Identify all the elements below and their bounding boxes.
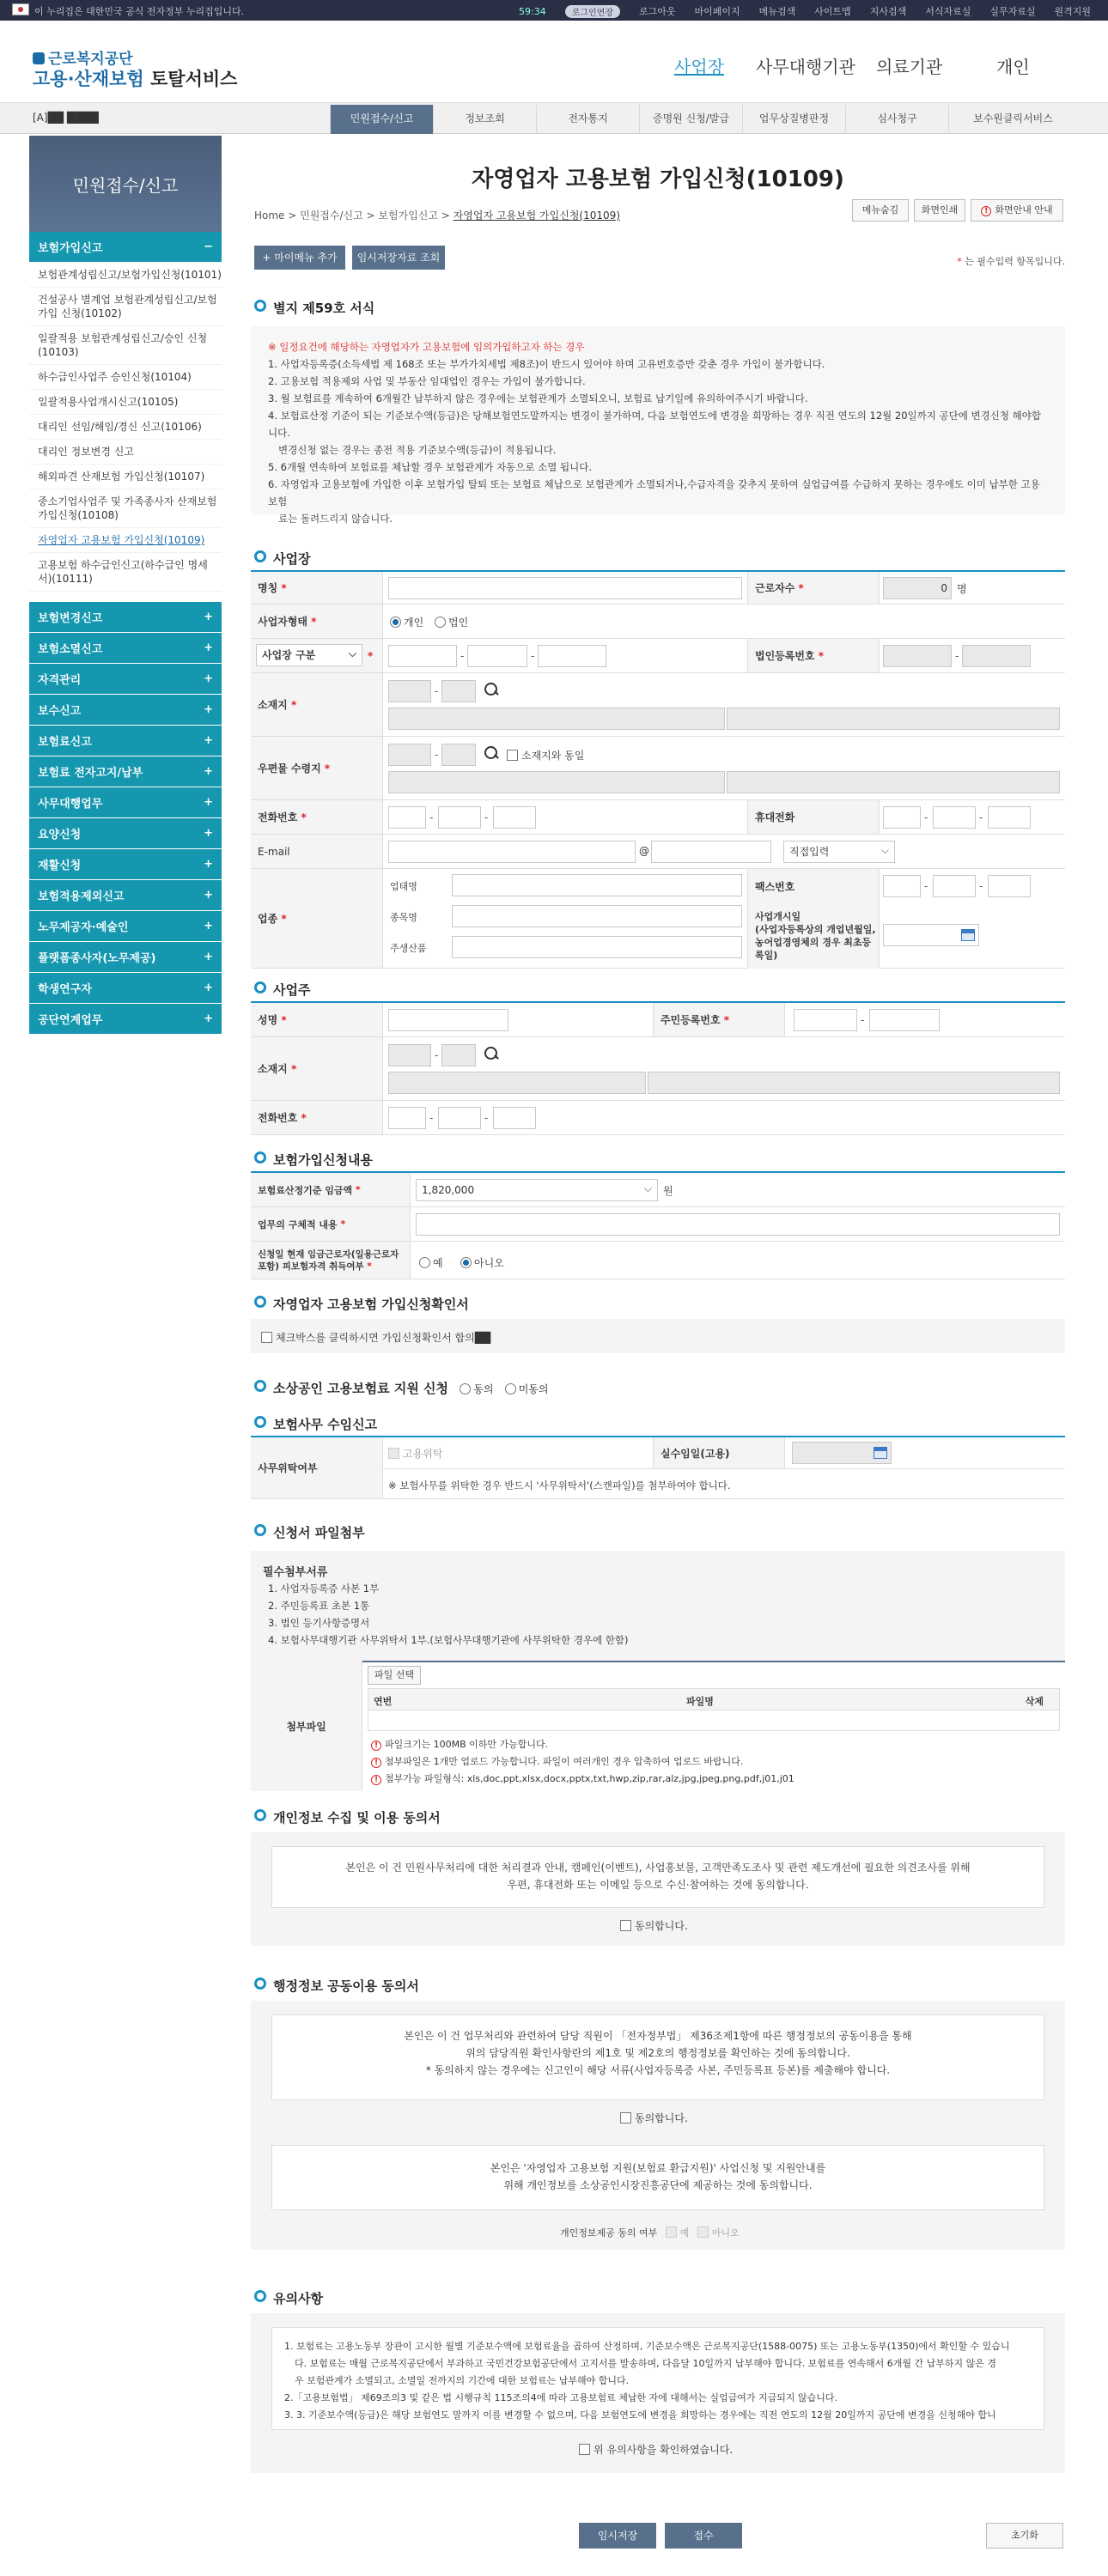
tab-certificate[interactable]: 증명원 신청/발급 [639, 105, 742, 134]
mail-addr-1[interactable] [388, 771, 725, 793]
workers-unit: 명 [957, 583, 967, 595]
branch-search-link[interactable]: 지사검색 [869, 6, 907, 17]
checkbox [261, 1332, 272, 1343]
small-disagree[interactable]: 미동의 [505, 1383, 549, 1395]
tab-oneclick[interactable]: 보수원클릭서비스 [948, 105, 1077, 134]
insurance-form [251, 1171, 1065, 1274]
fax-3[interactable] [988, 875, 1031, 897]
workers-label: 근로자수 * [747, 572, 880, 604]
sidebar-item[interactable]: 중소기업사업주 및 가족종사자 산재보험가입신청(10108) [29, 489, 222, 528]
zip-1[interactable] [388, 680, 431, 702]
bizno-2[interactable] [467, 645, 527, 667]
owner-tel-2[interactable] [438, 1107, 481, 1129]
remote-support-link[interactable]: 원격지원 [1054, 6, 1091, 17]
industry-row-label: 주생산품 [390, 943, 427, 954]
session-timer: 59:34 [518, 5, 546, 17]
rrn-2[interactable] [869, 1009, 940, 1031]
owner-name-label: 성명 * [251, 1003, 383, 1036]
col-delete: 삭제 [1025, 1696, 1044, 1707]
sidebar-group[interactable]: 자격관리 + [29, 664, 222, 695]
biz-kind-select[interactable]: 사업장 구분 ⌵ [256, 644, 362, 666]
caution-confirm-check[interactable]: 위 유의사항을 확인하였습니다. [579, 2442, 733, 2457]
page-title: 자영업자 고용보험 가입신청(10109) [472, 167, 844, 192]
minus-icon: − [204, 240, 213, 253]
org-name: 근로복지공단 [48, 51, 133, 68]
required-docs-title: 필수첨부서류 [263, 1566, 328, 1579]
files-box [251, 1551, 1065, 1791]
sidebar-group[interactable]: 요양신청 + [29, 818, 222, 849]
gnb-personal[interactable]: 개인 [996, 57, 1030, 77]
owner-tel-label: 전화번호 * [251, 1101, 383, 1134]
open-date-input[interactable] [883, 924, 979, 946]
sidebar-group[interactable]: 노무제공자·예술인 + [29, 911, 222, 942]
plus-icon: + [204, 672, 213, 685]
bizno-3[interactable] [538, 645, 606, 667]
section-form59-title: 별지 제59호 서식 [254, 299, 374, 317]
zip-2[interactable] [441, 680, 476, 702]
sidebar-item[interactable]: 건설공사 별계업 보험관계성립신고/보험가입 신청(10102) [29, 288, 222, 326]
tel-3[interactable] [493, 806, 536, 829]
breadcrumb-home[interactable]: Home [254, 210, 285, 222]
agent-label: 사무위탁여부 [251, 1437, 383, 1498]
temp-save-button[interactable]: 임시저장 [579, 2523, 656, 2549]
biz-type-label: 사업자형태 * [251, 605, 383, 638]
industry-type-input[interactable] [452, 874, 742, 896]
sidebar-item[interactable]: 보험관계성립신고/보험가입신청(10101) [29, 263, 222, 288]
confirm-check[interactable]: 체크박스를 클릭하시면 가입신청확인서 합의██ [261, 1330, 490, 1345]
sidebar-item[interactable]: 일괄적용사업개시신고(10105) [29, 390, 222, 415]
plus-icon: + [204, 920, 213, 933]
confirm-box [251, 1319, 1065, 1353]
agent-check[interactable]: 고용위탁 [388, 1446, 442, 1461]
site-header [0, 21, 1108, 103]
sidebar-group-open[interactable]: 보험가입신고 − [29, 232, 222, 263]
biz-name-input[interactable] [388, 577, 742, 599]
alert-icon: ! [371, 1758, 381, 1768]
checkbox [579, 2444, 590, 2455]
section-caution-title: 유의사항 [254, 2289, 323, 2307]
owner-rrn-label: 주민등록번호 * [653, 1003, 785, 1036]
form59-notice: ※ 일정요건에 해당하는 자영업자가 고용보험에 임의가입하고자 하는 경우 1. 사업자등록증(소득세법 제 168조 또는 부가가치세법 제8조)이 반드시 있어야 하며 고유번호증만 갖춘 경우 가입이 불가합니다. 2. 고용보험 적용제외 사업 및 부동산 임대업인 경우는 가입이 불가합니다. 3. 월 보험료를 계속하여 6개월간 납부하지 않은 경우에는 보험관계가 소멸되오니, 보험료 납기일에 유의하여주시기 바랍니다. 4. 보험료산정 기준이 되는 기준보수액(등급)은 당해보험연도말까지는 변경이 불가하며, 다음 보험연도에 변경을 희망하는 경우 직전 연도의 12월 20일까지 공단에 변경신청 해야합니다. 변경신청 없는 경우는 종전 적용 기준보수액(등급)이 적용됩니다. 5. 6개월 연속하여 보험료를 체납할 경우 보험관계가 자동으로 소멸 됩니다. 6. 자영업자 고용보험에 가입한 이후 보험가입 탈퇴 또는 보험료 체납으로 보험관계가 소멸되거나,수급자격을 갖추지 못하여 실업급여를 수급하지 못하는 경우에도 이미 납부한 고용보험 료는 돌려드리지 않습니다. [251, 326, 1065, 515]
bizno-label: 사업장 구분 ⌵ * [251, 639, 383, 672]
owner-name-input[interactable] [388, 1009, 508, 1031]
owner-tel-3[interactable] [493, 1107, 536, 1129]
radio-disagree [505, 1383, 516, 1394]
plus-icon: + [204, 858, 213, 871]
menu-bar [0, 103, 1108, 134]
tel-2[interactable] [438, 806, 481, 829]
section-insurance-title: 보험가입신청내용 [254, 1151, 373, 1169]
plus-icon: + [204, 796, 213, 809]
support-text: 본인은 '자영업자 고용보험 지원(보험료 환급지원)' 사업신청 및 지원안내를 위해 개인정보를 소상공인시장진흥공단에 제공하는 것에 동의합니다. [271, 2145, 1044, 2210]
reset-button[interactable]: 초기화 [986, 2523, 1063, 2549]
provide-consent: 개인정보제공 동의 여부 예 아니오 [560, 2227, 740, 2239]
file-notes: ! 파일크기는 100MB 이하만 가능합니다. ! 첨부파일은 1개만 업로드 가능합니다. 파일이 여러개인 경우 압축하여 업로드 바랍니다. ! 첨부가능 파일형식: xls,doc,ppt,xlsx,docx,pptx,txt,hwp,zip,rar,alz,jpg,jpeg,png,pdf,j01,j01 [371, 1736, 794, 1788]
sidebar-item[interactable]: 하수급인사업주 승인신청(10104) [29, 365, 222, 390]
biz-type-personal[interactable]: 개인 [390, 615, 423, 629]
mobile-label: 휴대전화 [747, 800, 880, 834]
tab-review[interactable]: 심사청구 [845, 105, 948, 134]
current-no[interactable]: 아니오 [460, 1255, 504, 1270]
privacy-box [251, 1832, 1065, 1946]
industry-item-input[interactable] [452, 905, 742, 927]
agent-date-input[interactable] [792, 1442, 892, 1464]
agent-note: ※ 보험사무를 위탁한 경우 반드시 '사무위탁서'(스캔파일)를 첨부하여야 합니다. [388, 1479, 731, 1492]
corpno-label: 법인등록번호 * [747, 639, 880, 672]
agent-form [251, 1436, 1065, 1499]
mail-addr-2[interactable] [727, 771, 1060, 793]
same-addr-check[interactable]: 소재지와 동일 [507, 748, 584, 762]
checkbox [620, 2112, 631, 2123]
section-small-business: 소상공인 고용보험료 지원 신청 동의 미동의 [254, 1379, 548, 1397]
tab-info[interactable]: 정보조회 [433, 105, 536, 134]
checkbox [620, 1920, 631, 1931]
breadcrumb-current: 자영업자 고용보험 가입신청(10109) [453, 210, 620, 222]
breadcrumb-item[interactable]: 민원접수/신고 [300, 210, 363, 222]
logout-link[interactable]: 로그아웃 [639, 6, 676, 17]
login-extend-button[interactable]: 로그인연장 [565, 5, 620, 18]
gov-notice: 이 누리집은 대한민국 공식 전자정부 누리집입니다. [34, 6, 245, 17]
plus-icon: + [204, 981, 213, 994]
sidebar-item[interactable]: 대리인 선임/해임/경신 신고(10106) [29, 415, 222, 440]
calendar-icon[interactable] [874, 1447, 887, 1459]
provide-yes[interactable]: 예 [666, 2227, 690, 2239]
email-label: E-mail [251, 835, 383, 868]
hide-menu-button[interactable]: 메뉴숨김 [852, 199, 909, 222]
current-business: [A]██ ████ [33, 112, 99, 124]
breadcrumb: Home > 민원접수/신고 > 보험가입신고 > 자영업자 고용보험 가입신청(10109) [254, 210, 620, 222]
addr-2[interactable] [727, 708, 1060, 730]
gnb-business[interactable]: 사업장 [674, 57, 724, 77]
fax-label: 팩스번호 [747, 869, 880, 903]
section-admin-title: 행정정보 공동이용 동의서 [254, 1977, 419, 1995]
email-domain[interactable] [651, 841, 771, 863]
mypage-link[interactable]: 마이페이지 [694, 6, 740, 17]
owner-form: 성명 * 주민등록번호 * - 소재지 * - 전화번호 * - - [251, 1001, 1065, 1156]
current-worker-label: 신청일 현재 임금근로자(일용근로자 포함) 피보험자격 취득여부 * [251, 1242, 411, 1279]
mobile-3[interactable] [988, 806, 1031, 829]
sidebar-group[interactable]: 보수신고 + [29, 695, 222, 726]
plus-icon: + [204, 951, 213, 963]
plus-icon: + [204, 641, 213, 654]
agent-date-label: 실수임일(고용) [653, 1437, 785, 1468]
email-at: @ [639, 845, 649, 857]
caution-text: 1. 보험료는 고용노동부 장관이 고시한 월별 기준보수액에 보험료율을 곱하여 산정하며, 기준보수액은 근로복지공단(1588-0075) 또는 고용노동부(1350)에서 확인할 수 있습니 다. 보험료는 매월 근로복지공단에서 부과하고 국민건강보험공단에서 고지서를 발송하며, 다음달 10일까지 납부해야 합니다. 보험료를 연속해서 6개월 간 납부하지 않은 경 우 보험관계가 소멸되고, 소멸일 전까지의 기간에 대한 보험료는 납부해야 합니다. 2.「고용보험법」 제69조의3 및 같은 법 시행규칙 115조의4에 따라 고용보험료 체납한 자에 대해서는 실업급여가 지급되지 않습니다. 3. 3. 기준보수액(등급)은 해당 보험연도 말까지 이를 변경할 수 없으며, 다음 보험연도에 변경을 희망하는 경우에는 직전 연도의 12월 20일까지 공단에 변경을 신청해야 합니 [271, 2327, 1044, 2430]
industry-label: 업종 * [251, 869, 383, 968]
owner-addr-1[interactable] [388, 1072, 646, 1094]
plus-icon: + [204, 765, 213, 778]
sidebar-group[interactable]: 보험료 전자고지/납부 + [29, 756, 222, 787]
sidebar-group[interactable]: 재활신청 + [29, 849, 222, 880]
plus-icon: + [204, 734, 213, 747]
industry-row-label: 업태명 [390, 881, 417, 892]
attach-label: 첨부파일 [251, 1661, 362, 1791]
corpno-1[interactable] [883, 645, 952, 667]
sidebar-group[interactable]: 보험료신고 + [29, 726, 222, 756]
checkbox [388, 1448, 399, 1459]
required-docs-list: 1. 사업자등록증 사본 1부 2. 주민등록표 초본 1통 3. 법인 등기사항증명서 4. 보험사무대행기관 사무위탁서 1부.(보험사무대행기관에 사무위탁한 경우에 한함) [268, 1583, 629, 1646]
mobile-2[interactable] [933, 806, 976, 829]
small-agree[interactable]: 동의 [460, 1383, 493, 1395]
section-files-title: 신청서 파일첨부 [254, 1523, 365, 1541]
radio-yes [419, 1257, 430, 1268]
sidebar-group[interactable]: 공단연계업무 + [29, 1004, 222, 1035]
add-my-menu-button[interactable]: + 마이메뉴 추가 [254, 246, 345, 270]
biz-type-corp[interactable]: 법인 [435, 615, 468, 629]
open-date-label: 사업개시일 (사업자등록상의 개업년월일,농어업경영체의 경우 최초등록일) [747, 903, 880, 969]
section-confirm-title: 자영업자 고용보험 가입신청확인서 [254, 1295, 469, 1313]
detail-input[interactable] [416, 1213, 1060, 1236]
addr-1[interactable] [388, 708, 725, 730]
privacy-text: 본인은 이 건 민원사무처리에 대한 처리결과 안내, 캠페인(이벤트), 사업홍보물, 고객만족도조사 및 관련 제도개선에 필요한 의견조사를 위해 우편, 휴대전화 또는 이메일 등으로 수신·참여하는 것에 동의합니다. [271, 1846, 1044, 1908]
radio-corp [435, 617, 446, 628]
email-id[interactable] [388, 841, 636, 863]
radio-personal [390, 617, 401, 628]
file-table-body [368, 1710, 1060, 1731]
workers-input: 0 [883, 577, 952, 599]
sidebar-group[interactable]: 보험소멸신고 + [29, 633, 222, 664]
alert-icon: ! [371, 1741, 381, 1751]
detail-label: 업무의 구체적 내용 * [251, 1207, 411, 1241]
print-button[interactable]: 화면인쇄 [914, 199, 965, 222]
mobile-1[interactable] [883, 806, 921, 829]
practice-link[interactable]: 실무자료실 [989, 6, 1036, 17]
alert-icon: ! [371, 1775, 381, 1785]
alert-icon: ! [981, 206, 991, 216]
admin-text: 본인은 이 건 업무처리와 관련하여 담당 직원이 「전자정부법」 제36조제1항에 따른 행정정보의 공동이용을 통해 위의 담당직원 확인사항란의 제1호 및 제2호의 행정정보를 확인하는 것에 동의합니다. * 동의하지 않는 경우에는 신고인이 해당 서류(사업자등록증 사본, 주민등록표 등본)를 제출해야 합니다. [271, 2014, 1044, 2100]
sidebar-group[interactable]: 플랫폼종사자(노무제공) + [29, 942, 222, 973]
calendar-icon[interactable] [961, 929, 975, 941]
search-icon[interactable] [483, 745, 500, 762]
col-no: 연번 [374, 1696, 393, 1707]
owner-tel-1[interactable] [388, 1107, 426, 1129]
tab-notice[interactable]: 전자통지 [536, 105, 639, 134]
tel-label: 전화번호 * [251, 800, 383, 834]
sidebar-item[interactable]: 일괄적용 보험관계성립신고/승인 신청(10103) [29, 326, 222, 365]
gnb-medical[interactable]: 의료기관 [876, 57, 943, 77]
radio-no [460, 1257, 472, 1268]
file-select-button[interactable]: 파일 선택 [368, 1666, 421, 1685]
radio-agree [460, 1383, 471, 1394]
temp-data-view-button[interactable]: 임시저장자료 조회 [352, 246, 445, 270]
top-utility-bar [0, 0, 1108, 21]
fax-1[interactable] [883, 875, 921, 897]
main-content [251, 136, 1065, 2576]
korea-flag-icon [12, 3, 29, 15]
search-icon[interactable] [483, 682, 500, 699]
provide-no[interactable]: 아니오 [697, 2227, 740, 2239]
gnb-agency[interactable]: 사무대행기관 [756, 57, 855, 77]
logo-mark-icon [33, 52, 45, 64]
tel-1[interactable] [388, 806, 426, 829]
tab-disease[interactable]: 업무상질병판정 [742, 105, 845, 134]
section-owner-title: 사업주 [254, 981, 310, 999]
sitemap-link[interactable]: 사이트맵 [814, 6, 851, 17]
sidebar-item[interactable]: 고용보험 하수급인신고(하수급인 명세서)(10111) [29, 553, 222, 592]
sidebar-group[interactable]: 보험적용제외신고 + [29, 880, 222, 911]
plus-icon: + [204, 1012, 213, 1025]
section-business-title: 사업장 [254, 550, 310, 568]
bizno-1[interactable] [388, 645, 457, 667]
plus-icon: + [204, 611, 213, 623]
section-agent-title: 보험사무 수임신고 [254, 1415, 377, 1433]
current-yes[interactable]: 예 [419, 1255, 443, 1270]
sidebar-item[interactable]: 해외파견 산재보험 가입신청(10107) [29, 465, 222, 489]
admin-box [251, 2001, 1065, 2250]
caution-box [251, 2313, 1065, 2473]
business-form: 명칭 * 근로자수 * 0 명 사업자형태 * 개인 법인 사업장 구분 ⌵ * - - 법인등록번호 * - 소재지 * - 우편물 수령지 * - 소재지와 동일 전화번호 * - - 휴대전화 - - E-mail @ 직접입력 ⌵ 업종 * 업태명 종목명 주생산품 팩스번호 - - 사업개시일 (사업자등록상의 개업년월일,농어업경영체의 경우 최초등록일) [251, 570, 1065, 1068]
industry-product-input[interactable] [452, 936, 742, 958]
tab-civil[interactable]: 민원접수/신고 [330, 105, 433, 134]
biz-name-label: 명칭 * [251, 572, 383, 604]
sidebar-group[interactable]: 사무대행업무 + [29, 787, 222, 818]
checkbox [507, 750, 518, 761]
owner-zip-1[interactable] [388, 1044, 431, 1066]
menu-search-link[interactable]: 메뉴검색 [758, 6, 796, 17]
owner-addr-2[interactable] [648, 1072, 1060, 1094]
industry-row-label: 종목명 [390, 912, 417, 923]
sidebar-group[interactable]: 보험변경신고 + [29, 602, 222, 633]
plus-icon: + [204, 827, 213, 840]
search-icon[interactable] [483, 1046, 500, 1063]
sidebar-item[interactable]: 대리인 정보변경 신고 [29, 440, 222, 465]
wage-select[interactable]: 1,820,000 ⌵ [416, 1179, 658, 1201]
col-name: 파일명 [686, 1696, 714, 1707]
mail-label: 우편물 수령지 * [251, 737, 383, 799]
sidebar [29, 136, 222, 1035]
plus-icon: + [204, 889, 213, 902]
sidebar-title: 민원접수/신고 [29, 136, 222, 232]
mail-zip-2[interactable] [441, 744, 476, 766]
owner-addr-label: 소재지 * [251, 1037, 383, 1100]
corpno-2[interactable] [962, 645, 1031, 667]
plus-icon: + [204, 703, 213, 716]
submit-button[interactable]: 접수 [665, 2523, 742, 2549]
forms-link[interactable]: 서식자료실 [925, 6, 971, 17]
mail-zip-1[interactable] [388, 744, 431, 766]
wage-label: 보험료산정기준 임금액 * [251, 1173, 411, 1206]
sidebar-item-active[interactable]: 자영업자 고용보험 가입신청(10109) [29, 528, 222, 553]
file-table-header [368, 1688, 1060, 1710]
screen-guide-button[interactable]: ! 화면안내 안내 [971, 199, 1063, 222]
addr-label: 소재지 * [251, 673, 383, 736]
wage-unit: 원 [663, 1185, 673, 1197]
privacy-agree-check[interactable]: 동의합니다. [620, 1918, 688, 1933]
service-name: 고용·산재보험 토탈서비스 [33, 69, 238, 89]
required-note: * 는 필수입력 항목입니다. [957, 256, 1065, 267]
sidebar-group[interactable]: 학생연구자 + [29, 973, 222, 1004]
email-domain-select[interactable]: 직접입력 ⌵ [783, 841, 895, 863]
section-privacy-title: 개인정보 수집 및 이용 동의서 [254, 1808, 441, 1826]
fax-2[interactable] [933, 875, 976, 897]
rrn-1[interactable] [794, 1009, 857, 1031]
admin-agree-check[interactable]: 동의합니다. [620, 2111, 688, 2125]
breadcrumb-item[interactable]: 보험가입신고 [378, 210, 438, 222]
owner-zip-2[interactable] [441, 1044, 476, 1066]
